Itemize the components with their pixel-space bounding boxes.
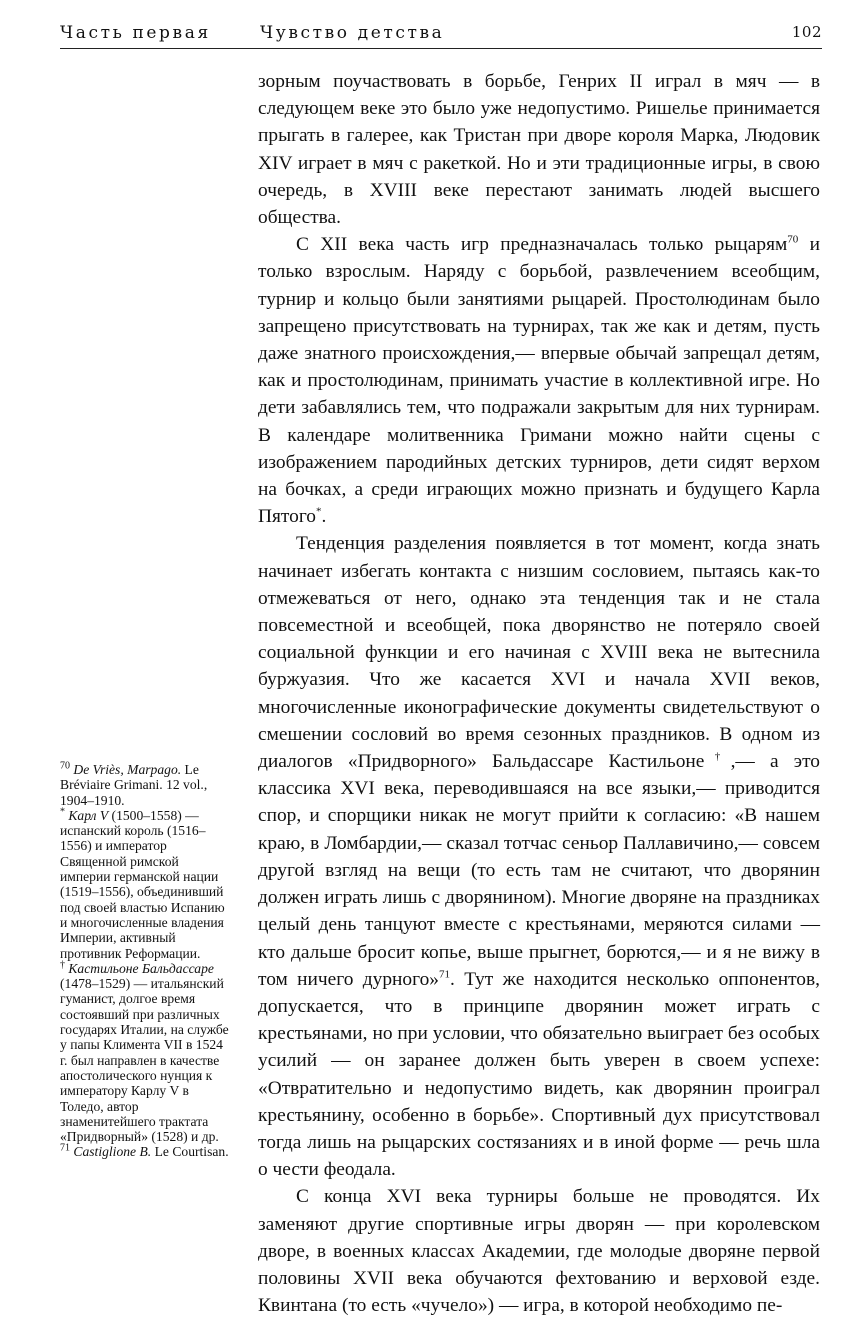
footnote-ref: 70: [787, 233, 799, 246]
footnote-text: Le Courtisan.: [151, 1144, 229, 1160]
footnote-author: Кастильоне Бальдассаре: [68, 960, 214, 976]
footnote-ref: 71: [439, 968, 450, 981]
footnote-text: (1500–1558) — испанский король (1516–1556) и император Священной римской империи германской нации (1519–1556), объединивший под своей властью Испанию и многочисленные владения Империи, активный противник Реформации.: [60, 807, 225, 961]
paragraph: С XII века часть игр предназначалась только рыцарям$^{70}$ и только взрослым. Наряду с борьбой, развлечением всеобщим, турнир и кольцо были занятиями рыцарей. Простолюдинам было запрещено присутствовать на турнирах, так же как и детям, пусть даже знатного происхождения,— впервые обычай запрещал детям, как и простолюдинам, принимать участие в коллективной игре. Но дети забавлялись тем, что подражали закрытым для них турнирам. В календаре молитвенника Гримани можно найти сцены с изображением пародийных детских турниров, дети сидят верхом на бочках, а среди играющих можно признать и будущего Карла Пятого*.: [258, 233, 820, 528]
page-number: 102: [791, 23, 822, 41]
chapter-title: Чувство детства: [260, 23, 445, 43]
footnote-star: [60, 808, 232, 961]
footnote-mark: *: [60, 806, 65, 818]
footnote-mark: 70: [60, 760, 70, 772]
footnote-author: Castiglione B.: [73, 1144, 152, 1160]
footnote-dagger: [60, 961, 232, 1145]
footnote-author: Карл V: [68, 807, 109, 823]
footnote-mark: †: [60, 959, 65, 971]
footnote-mark: 71: [60, 1142, 70, 1154]
footnote-ref: *: [316, 505, 322, 518]
footnote-author: De Vriès, Marpago.: [73, 762, 182, 777]
footnote-70: [60, 762, 232, 808]
side-notes: [60, 762, 232, 1160]
paragraph: зорным поучаствовать в борьбе, Генрих II играл в мяч — в следующем веке это было уже недопустимо. Ришелье принимается прыгать в галерее, как Тристан при дворе короля Марка, Людовик XIV играет в мяч с ракеткой. Но и эти традиционные игры, в свою очередь, в XVIII веке перестают занимать людей высшего общества.: [258, 71, 820, 229]
part-title: Часть первая: [60, 23, 211, 43]
footnote-text: (1478–1529) — итальянский гуманист, долгое время состоявший при различных государях Италии, на службе у папы Климента VII в 1524 г. был направлен в качестве апостолического нунция к императору Карлу V в Толедо, автор знаменитейшего трактата «Придворный» (1528) и др.: [60, 976, 229, 1145]
footnote-71: [60, 1144, 232, 1159]
paragraph: С конца XVI века турниры больше не проводятся. Их заменяют другие спортивные игры дворян — при королевском дворе, в военных классах Академии, где молодые дворяне первой половины XVII века обучаются фехтованию и верховой езде. Квинтана (то есть «чучело») — игра, в которой необходимо пе-: [258, 1186, 820, 1317]
footnote-text: Le Bréviaire Grimani. 12 vol., 1904–1910.: [60, 762, 208, 808]
main-text: [258, 68, 820, 1319]
running-head: [60, 14, 822, 49]
footnote-ref: †: [704, 750, 731, 763]
paragraph: Тенденция разделения появляется в тот момент, когда знать начинает избегать контакта с низшим сословием, пытаясь как-то отмежеваться от него, однако эта тенденция так и не стала повсеместной и всеобщей, пока дворянство не потеряло своей социальной функции и его начиная с XVIII века не вытеснила буржуазия. Что же касается XVI и начала XVII веков, многочисленные иконографические документы свидетельствуют о смешении сословий во время сезонных праздников. В одном из диалогов «Придворного» Бальдассаре Кастильоне†,— а это классика XVI века, переводившаяся на все языки,— приводится спор, и спорщики никак не могут прийти к согласию: «В нашем краю, в Ломбардии,— сказал тотчас сеньор Паллавичино,— совсем другой взгляд на вещи (то есть там не считают, что дворянин должен играть лишь с дворянином). Многие дворяне на праздниках целый день танцуют вместе с крестьянами, меряются силами — кто дальше бросит копье, выше прыгнет, борются,— и я не вижу в том ничего дурного»$^{71}$. Тут же находится несколько оппонентов, допускается, что в принципе дворянин может играть с крестьянами, но при условии, что обязательно выиграет без особых усилий — он заранее должен быть уверен в своем успехе: «Отвратительно и недопустимо видеть, как дворянин проиграл крестьянину, особенно в борьбе». Спортивный дух присутствовал тогда лишь на рыцарских состязаниях и в иной форме — речь шла о чести феодала.: [258, 533, 821, 1181]
